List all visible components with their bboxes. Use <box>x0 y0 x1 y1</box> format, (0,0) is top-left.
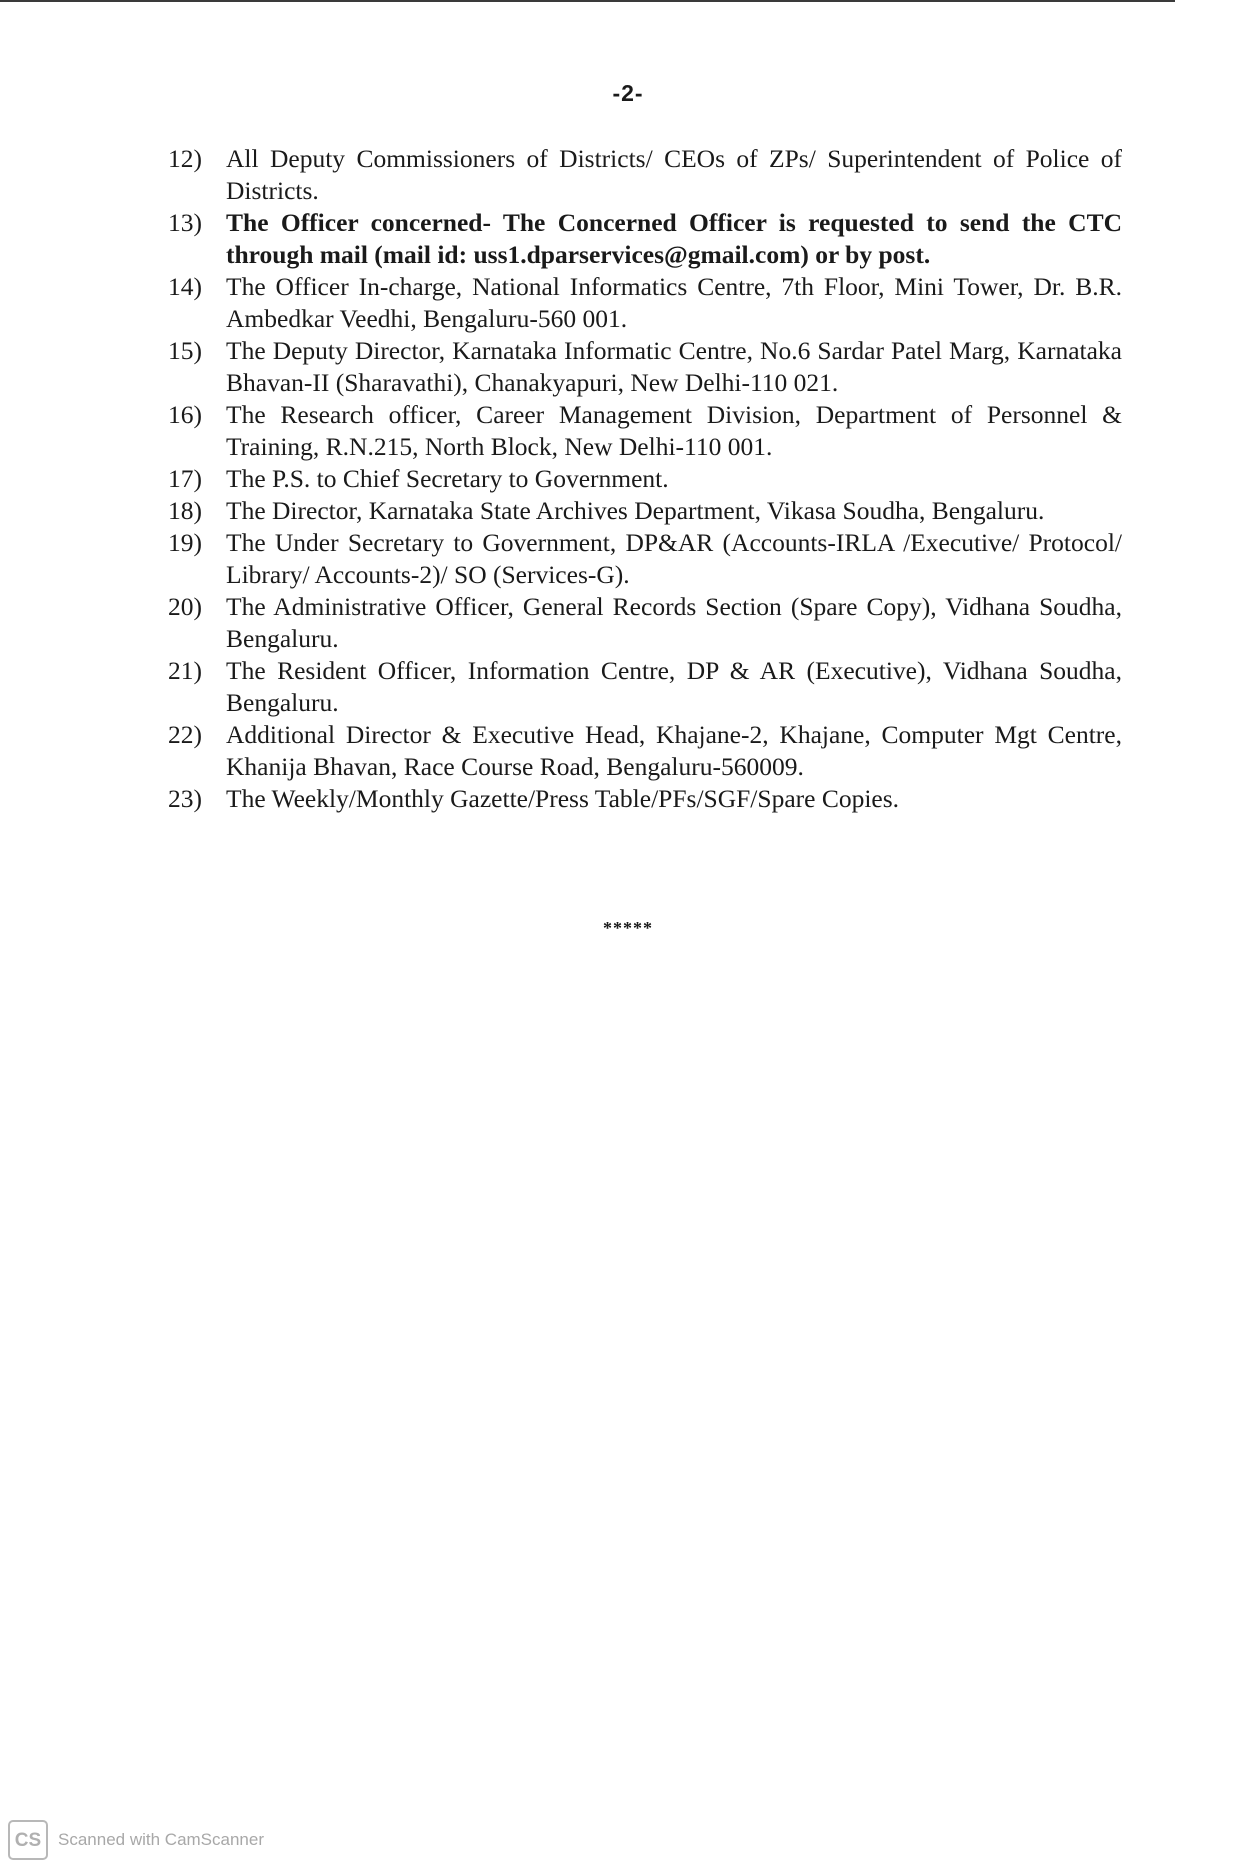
item-text: The P.S. to Chief Secretary to Government. <box>226 464 669 493</box>
item-text: The Deputy Director, Karnataka Informatic Centre, No.6 Sardar Patel Marg, Karnataka Bhavan-II (Sharavathi), Chanakyapuri, New Delhi-110 021. <box>226 336 1122 397</box>
list-item <box>168 271 1122 335</box>
item-number: 18) <box>168 496 202 525</box>
list-item <box>168 655 1122 719</box>
item-number: 17) <box>168 464 202 493</box>
item-number: 19) <box>168 528 202 557</box>
item-text: Additional Director & Executive Head, Khajane-2, Khajane, Computer Mgt Centre, Khanija Bhavan, Race Course Road, Bengaluru-560009. <box>226 720 1122 781</box>
item-number: 12) <box>168 144 202 173</box>
item-text: The Weekly/Monthly Gazette/Press Table/PFs/SGF/Spare Copies. <box>226 784 900 813</box>
item-text-emphasized: The Officer concerned- The Concerned Officer is requested to send the CTC through mail (mail id: uss1.dparservices@gmail.com) or by post. <box>226 208 1122 269</box>
list-item <box>168 207 1122 271</box>
list-item <box>168 783 1122 815</box>
item-number: 22) <box>168 720 202 749</box>
item-number: 23) <box>168 784 202 813</box>
camscanner-logo-icon <box>8 1820 48 1860</box>
list-item <box>168 591 1122 655</box>
item-text: The Research officer, Career Management Division, Department of Personnel & Training, R.N.215, North Block, New Delhi-110 001. <box>226 400 1122 461</box>
page-number: -2- <box>612 80 644 106</box>
list-item <box>168 463 1122 495</box>
list-item <box>168 399 1122 463</box>
item-text: The Director, Karnataka State Archives Department, Vikasa Soudha, Bengaluru. <box>226 496 1045 525</box>
item-number: 16) <box>168 400 202 429</box>
item-text: The Resident Officer, Information Centre, DP & AR (Executive), Vidhana Soudha, Bengaluru. <box>226 656 1122 717</box>
list-item <box>168 527 1122 591</box>
list-item <box>168 143 1122 207</box>
item-number: 21) <box>168 656 202 685</box>
item-text: The Administrative Officer, General Records Section (Spare Copy), Vidhana Soudha, Bengaluru. <box>226 592 1122 653</box>
list-item <box>168 495 1122 527</box>
item-number: 15) <box>168 336 202 365</box>
cs-letters-glyph <box>13 1829 43 1851</box>
item-number: 20) <box>168 592 202 621</box>
recipient-list <box>168 143 1122 815</box>
camscanner-watermark <box>8 1816 264 1864</box>
item-text: The Officer In-charge, National Informatics Centre, 7th Floor, Mini Tower, Dr. B.R. Ambedkar Veedhi, Bengaluru-560 001. <box>226 272 1122 333</box>
item-number: 13) <box>168 208 202 237</box>
item-text: The Under Secretary to Government, DP&AR (Accounts-IRLA /Executive/ Protocol/ Library/ Accounts-2)/ SO (Services-G). <box>226 528 1122 589</box>
list-item <box>168 335 1122 399</box>
item-text: All Deputy Commissioners of Districts/ CEOs of ZPs/ Superintendent of Police of Districts. <box>226 144 1122 205</box>
list-item <box>168 719 1122 783</box>
watermark-text: Scanned with CamScanner <box>58 1830 265 1849</box>
cs-logo-text: CS <box>14 1830 42 1851</box>
end-of-list-mark: ***** <box>603 918 653 938</box>
item-number: 14) <box>168 272 202 301</box>
top-border-line <box>0 0 1175 2</box>
